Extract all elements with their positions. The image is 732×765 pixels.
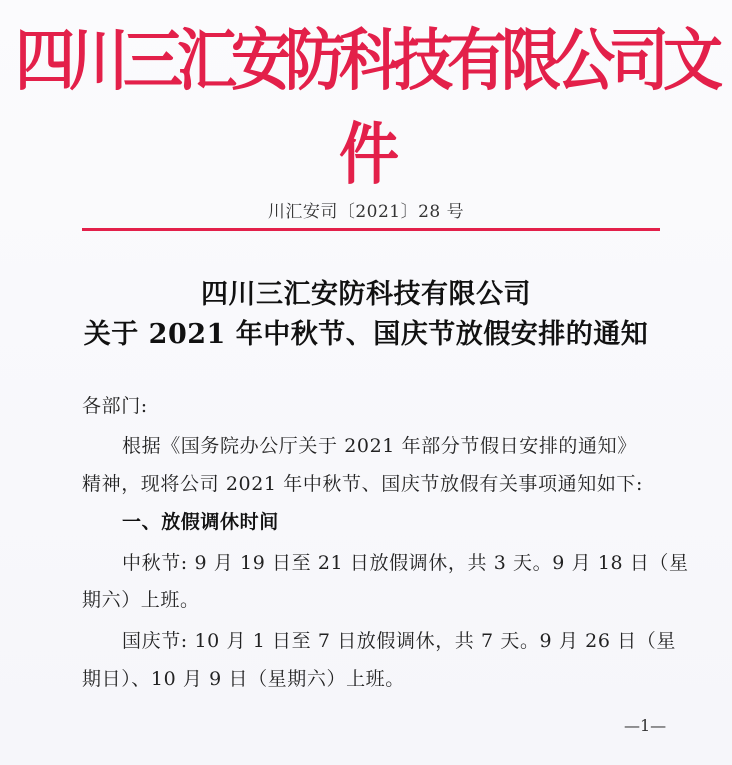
masthead-title: 四川三汇安防科技有限公司文件 [15,21,717,195]
page-number: —1— [624,716,667,735]
midautumn-line-2: 期六）上班。 [82,589,200,611]
document-number: 川汇安司〔2021〕28 号 [267,202,465,222]
salutation: 各部门: [82,395,148,417]
red-divider [82,228,660,231]
notice-title-line-2: 关于 2021 年中秋节、国庆节放假安排的通知 [83,319,649,350]
section-heading-1: 一、放假调休时间 [122,511,279,533]
notice-title-line-1: 四川三汇安防科技有限公司 [201,279,531,310]
midautumn-line-1: 中秋节: 9 月 19 日至 21 日放假调休，共 3 天。9 月 18 日（星 [122,552,689,574]
intro-paragraph-line-2: 精神，现将公司 2021 年中秋节、国庆节放假有关事项通知如下: [82,473,644,495]
intro-paragraph-line-1: 根据《国务院办公厅关于 2021 年部分节假日安排的通知》 [122,435,637,457]
national-day-line-2: 期日）、10 月 9 日（星期六）上班。 [82,668,405,690]
national-day-line-1: 国庆节: 10 月 1 日至 7 日放假调休，共 7 天。9 月 26 日（星 [122,630,676,652]
